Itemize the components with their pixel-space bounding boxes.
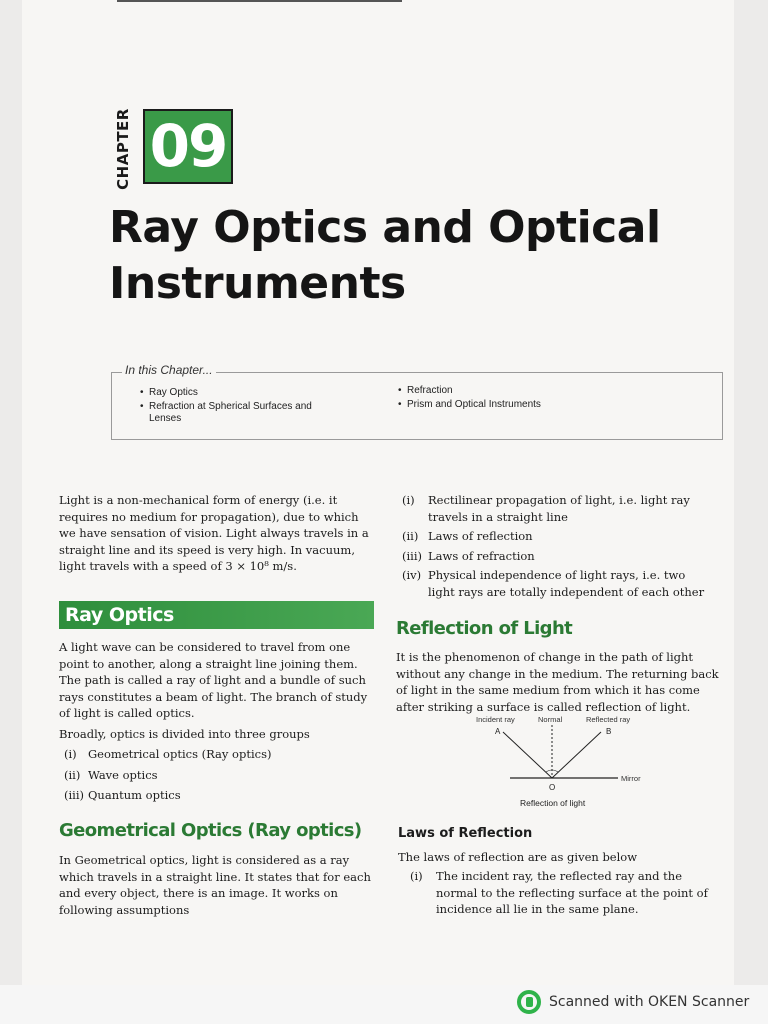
toc-right-list — [398, 385, 658, 413]
book-page — [22, 0, 734, 985]
in-this-chapter-heading: In this Chapter... — [122, 363, 216, 377]
list-text: Quantum optics — [88, 788, 181, 802]
reflection-paragraph: It is the phenomenon of change in the path of light without any change in the medium. The returning back of light in the same medium from which it has come after striking a surface is called reflection of light. — [396, 650, 719, 714]
scanner-logo-icon — [517, 990, 541, 1014]
list-number: (i) — [410, 869, 423, 883]
chapter-word: CHAPTER — [114, 108, 133, 190]
list-item — [402, 548, 714, 565]
toc-item: • Refraction at Spherical Surfaces and Lenses — [140, 401, 320, 425]
list-item — [402, 528, 714, 545]
mirror-label: Mirror — [621, 774, 641, 783]
point-b-label: B — [606, 727, 612, 736]
toc-item: • Ray Optics — [140, 387, 320, 399]
reflected-ray-line — [552, 732, 601, 778]
list-number: (ii) — [64, 767, 81, 782]
geometrical-optics-heading: Geometrical Optics (Ray optics) — [59, 820, 362, 841]
page-top-edge — [117, 0, 402, 2]
ray-optics-paragraph: A light wave can be considered to travel from one point to another, along a straight line joining them. The path is called a ray of light and a bundle of such rays constitutes a beam of light. The branch of study of light is called optics. — [59, 640, 368, 720]
chapter-title: Ray Optics and Optical Instruments — [109, 202, 661, 309]
toc-left-list — [140, 387, 320, 427]
optics-groups-list — [64, 746, 364, 804]
scanner-watermark — [517, 990, 749, 1014]
list-text: Laws of refraction — [428, 548, 535, 563]
laws-heading: Laws of Reflection — [398, 826, 533, 841]
diagram-caption: Reflection of light — [520, 798, 586, 808]
list-text: Wave optics — [88, 767, 158, 782]
normal-label: Normal — [538, 715, 563, 724]
incident-ray-line — [503, 732, 552, 778]
point-a-label: A — [495, 727, 501, 736]
assumptions-list — [402, 492, 714, 600]
intro-paragraph: Light is a non-mechanical form of energy (i.e. it requires no medium for propagation), due to which we have sensation of vision. Light always travels in a straight line and its speed is very high. In vacuum, light travels with a speed of 3 × 10⁸ m/s. — [59, 493, 369, 573]
geometrical-optics-paragraph: In Geometrical optics, light is considered as a ray which travels in a straight line. It states that for each and every object, there is an image. It works on following assumptions — [59, 853, 371, 917]
list-text: Physical independence of light rays, i.e. two light rays are totally independent of each other — [428, 568, 705, 599]
list-number: (iii) — [64, 788, 85, 802]
ray-optics-heading: Ray Optics — [59, 601, 374, 629]
chapter-label — [107, 108, 139, 190]
list-item — [410, 868, 718, 918]
list-number: (ii) — [402, 529, 419, 543]
list-text: The incident ray, the reflected ray and the normal to the reflecting surface at the point of incidence all lie in the same plane. — [436, 869, 708, 916]
list-item — [402, 567, 714, 600]
list-text: Laws of reflection — [428, 529, 533, 543]
list-number: (i) — [402, 493, 415, 507]
in-this-chapter-box — [111, 363, 723, 440]
list-number: (iv) — [402, 568, 422, 582]
list-text: Geometrical optics (Ray optics) — [88, 747, 272, 761]
list-item — [402, 492, 714, 525]
list-number: (i) — [64, 747, 77, 761]
reflection-heading: Reflection of Light — [396, 618, 573, 639]
laws-list — [410, 868, 718, 918]
list-item — [64, 746, 364, 763]
incident-ray-label: Incident ray — [476, 715, 515, 724]
scanner-label: Scanned with OKEN Scanner — [549, 994, 750, 1010]
list-item — [64, 767, 364, 784]
toc-item: • Refraction — [398, 385, 658, 397]
toc-item: • Prism and Optical Instruments — [398, 399, 658, 411]
reflection-diagram — [470, 713, 680, 813]
laws-intro: The laws of reflection are as given below — [398, 850, 638, 864]
list-number: (iii) — [402, 548, 423, 563]
list-text: Rectilinear propagation of light, i.e. light ray travels in a straight line — [428, 493, 690, 524]
groups-intro: Broadly, optics is divided into three groups — [59, 727, 310, 741]
chapter-number: 09 — [143, 109, 233, 184]
point-o-label: O — [549, 783, 556, 792]
list-item — [64, 787, 364, 804]
reflected-ray-label: Reflected ray — [586, 715, 631, 724]
